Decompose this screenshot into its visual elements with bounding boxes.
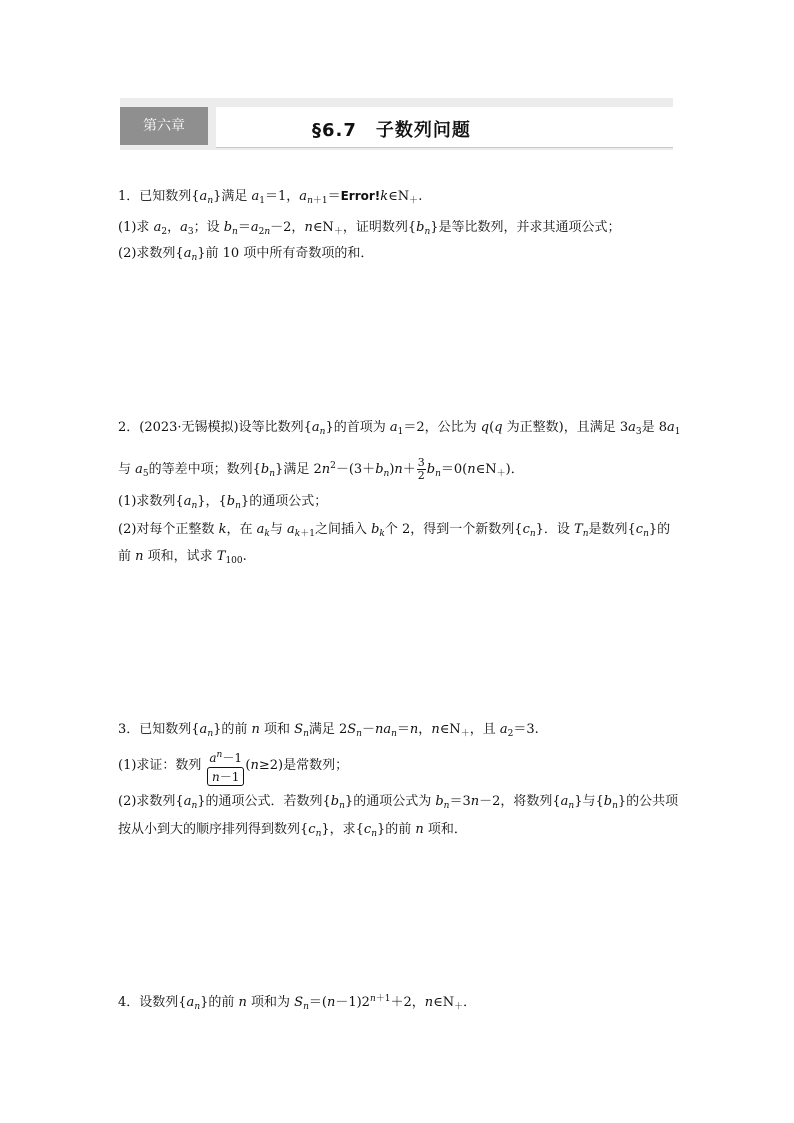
problem-2-stem: 2．(2023·无锡模拟)设等比数列$\{a_n\}$的首项为 $a_1=2$，公比为 q(q 为正整数)，且满足 $3a_3$是 $8a_1$ bbox=[118, 420, 681, 437]
problem-2-part-1: (1)求数列$\{a_n\}$，$\{b_n\}$的通项公式； bbox=[118, 494, 328, 511]
problem-3-fraction: $a^n-1$ n－1 bbox=[207, 749, 244, 786]
problem-1-part-1: (1)求 $a_2$，$a_3$；设 $b_n=a_{2n}-2$，$n\in N_+$，证明数列$\{b_n\}$是等比数列，并求其通项公式； bbox=[118, 220, 621, 237]
problem-3-part-1: (1)求证：数列 (n≥2)是常数列； bbox=[118, 758, 349, 773]
problem-2-part-2: (2)对每个正整数 k，在 $a_k$与 $a_{k+1}$之间插入 $b_k$个 2，得到一个新数列$\{c_n\}$．设 $T_n$是数列$\{c_n\}$的 bbox=[118, 522, 671, 539]
problem-2-stem-cont: 与 $a_5$的等差中项；数列$\{b_n\}$满足 $2n^2-(3+b_n)n+$ $\frac{3}{2}$ $b_n=0(n\in N_+)$． bbox=[118, 456, 524, 482]
problem-2-part-2-cont: 前 n 项和，试求 $T_{100}$. bbox=[118, 549, 247, 566]
section-title: §6.7 子数列问题 bbox=[312, 120, 471, 141]
problem-1-stem: 1．已知数列$\{a_n\}$满足 $a_1=1$，$a_{n+1}=Error!k\in N_+$. bbox=[118, 189, 423, 206]
problem-4-stem: 4．设数列$\{a_n\}$的前 n 项和为 $S_n=(n-1)2^{n+1}+2$，$n\in N_+$． bbox=[118, 994, 477, 1012]
fraction-3-2: $\frac{3}{2}$ bbox=[417, 456, 425, 482]
problem-3-part-2: (2)求数列$\{a_n\}$的通项公式．若数列$\{b_n\}$的通项公式为 $b_n=3n-2$，将数列$\{a_n\}$与$\{b_n\}$的公共项 bbox=[118, 794, 679, 811]
chapter-label: 第六章 bbox=[120, 107, 208, 145]
problem-1-part-2: (2)求数列$\{a_n\}$前 10 项中所有奇数项的和． bbox=[118, 246, 374, 263]
problem-3-part-2-cont: 按从小到大的顺序排列得到数列$\{c_n\}$，求$\{c_n\}$的前 n 项和． bbox=[118, 822, 467, 839]
problem-3-stem: 3．已知数列$\{a_n\}$的前 n 项和 $S_n$满足 $2S_n-na_n=n$，$n\in N_+$，且 $a_2=3$. bbox=[118, 722, 539, 739]
